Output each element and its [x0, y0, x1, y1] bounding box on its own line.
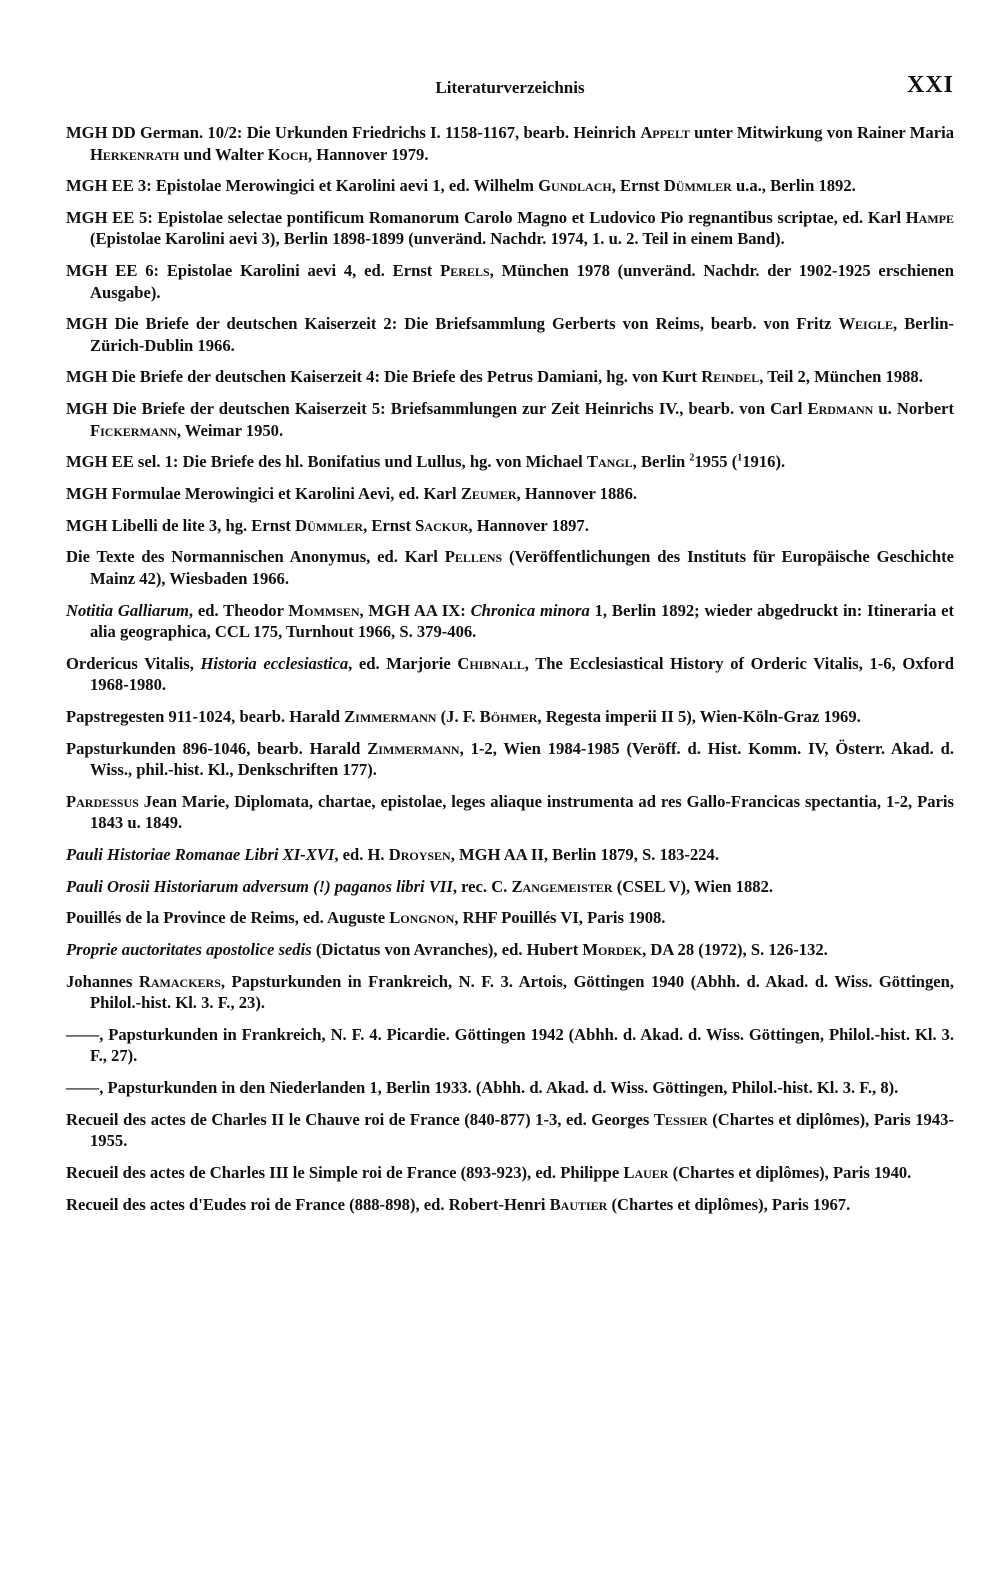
bibliography-entry	[66, 483, 954, 505]
author-name: Droysen	[388, 845, 451, 864]
entry-text: MGH EE sel. 1: Die Briefe des hl. Bonifatius und Lullus, hg. von Michael	[66, 452, 587, 472]
author-name: Fickermann	[90, 420, 177, 440]
bibliography-entry	[66, 546, 954, 589]
author-name: Herkenrath	[90, 144, 180, 164]
entry-text: MGH Libelli de lite 3, hg. Ernst	[66, 515, 296, 535]
bibliography-entry	[66, 791, 954, 834]
author-name: Zimmermann	[344, 706, 437, 726]
entry-text: unter Mitwirkung von Rainer Maria	[689, 123, 955, 142]
entry-text: , ed. H.	[334, 845, 389, 864]
entry-text: , Hannover 1886.	[516, 484, 638, 503]
entry-text: (Dictatus von Avranches), ed. Hubert	[311, 940, 583, 960]
author-name: Koch	[267, 144, 308, 164]
entry-text: , MGH AA II, Berlin 1879, S. 183-224.	[450, 845, 719, 864]
superscript: 2	[689, 452, 695, 464]
entry-text: MGH DD German. 10/2: Die Urkunden Friedrichs I. 1158-1167, bearb. Heinrich	[66, 123, 641, 142]
entry-text: , ed. Marjorie	[348, 653, 458, 673]
entry-text: , ed. Theodor	[188, 600, 289, 620]
entry-text: , Ernst	[363, 515, 416, 535]
entry-text: ——, Papsturkunden in Frankreich, N. F. 4. Picardie. Göttingen 1942 (Abhh. d. Akad. d. Wiss. Göttingen, Philol.-hist. Kl. 3. F., 27).	[66, 1024, 954, 1066]
author-name: Mordek	[582, 940, 643, 960]
entry-text: , Weimar 1950.	[176, 420, 284, 440]
author-name: Perels	[440, 261, 490, 281]
bibliography-entry	[66, 738, 954, 781]
entry-text: 1955 (	[694, 452, 738, 472]
bibliography-entry	[66, 939, 954, 961]
bibliography-entry	[66, 844, 954, 866]
author-name: Erdmann	[807, 399, 874, 419]
entry-text: , Berlin-Zürich-Dublin 1966.	[90, 314, 954, 355]
italic-title: Notitia Galliarum	[66, 600, 189, 620]
entry-text: Papsturkunden 896-1046, bearb. Harald	[66, 738, 368, 758]
entry-text: (Epistolae Karolini aevi 3), Berlin 1898-1899 (unveränd. Nachdr. 1974, 1. u. 2. Teil in einem Band).	[90, 229, 785, 249]
entry-text: MGH Die Briefe der deutschen Kaiserzeit 2: Die Briefsammlung Gerberts von Reims, bearb. von Fritz	[66, 314, 839, 334]
bibliography-entry	[66, 876, 954, 898]
author-name: Zangemeister	[511, 876, 613, 896]
author-name: Pellens	[444, 547, 503, 567]
entry-text: ——, Papsturkunden in den Niederlanden 1, Berlin 1933. (Abhh. d. Akad. d. Wiss. Göttingen, Philol.-hist. Kl. 3. F., 8).	[66, 1078, 899, 1098]
italic-title: Proprie auctoritates apostolice sedis	[66, 940, 312, 960]
italic-title: Pauli Orosii Historiarum adversum (!) paganos libri VII	[66, 876, 453, 896]
entry-text: , DA 28 (1972), S. 126-132.	[642, 940, 828, 960]
entry-text: , 1-2, Wien 1984-1985 (Veröff. d. Hist. Komm. IV, Österr. Akad. d. Wiss., phil.-hist. Kl., Denkschriften 177).	[90, 738, 954, 780]
document-page	[66, 74, 954, 1225]
bibliography-entry	[66, 971, 954, 1014]
italic-title: Chronica minora	[470, 600, 590, 620]
author-name: Gundlach	[538, 176, 612, 196]
bibliography-entry	[66, 653, 954, 696]
entry-text: Recueil des actes d'Eudes roi de France (888-898), ed. Robert-Henri	[66, 1194, 550, 1214]
bibliography-entry	[66, 207, 954, 250]
italic-title: Pauli Historiae Romanae Libri XI-XVI	[66, 845, 335, 864]
author-name: Weigle	[838, 314, 894, 334]
bibliography-entry	[66, 451, 954, 473]
entry-text: Recueil des actes de Charles III le Simple roi de France (893-923), ed. Philippe	[66, 1163, 624, 1182]
bibliography-entry	[66, 260, 954, 303]
bibliography-entry	[66, 1109, 954, 1152]
bibliography-entry	[66, 1077, 954, 1099]
entry-text: u. Norbert	[873, 399, 954, 419]
entry-text: (J. F.	[436, 706, 480, 726]
author-name: Dümmler	[663, 176, 732, 196]
author-name: Ramackers	[138, 971, 221, 991]
bibliography-entry	[66, 1194, 954, 1216]
author-name: Dümmler	[295, 515, 364, 535]
author-name: Bautier	[549, 1194, 608, 1214]
bibliography-entry	[66, 366, 954, 388]
bibliography-entry	[66, 122, 954, 165]
running-title: Literaturverzeichnis	[435, 78, 585, 97]
author-name: Tessier	[653, 1109, 708, 1129]
entry-text: MGH EE 3: Epistolae Merowingici et Karolini aevi 1, ed. Wilhelm	[66, 176, 539, 196]
author-name: Hampe	[905, 207, 954, 227]
entry-text: (Veröffentlichungen des Instituts für Europäische Geschichte Mainz 42), Wiesbaden 1966.	[90, 547, 954, 588]
running-head	[66, 74, 954, 104]
entry-text: , Regesta imperii II 5), Wien-Köln-Graz 1969.	[537, 706, 861, 726]
entry-text: (CSEL V), Wien 1882.	[612, 876, 774, 896]
bibliography-entry	[66, 907, 954, 929]
entry-text: Pouillés de la Province de Reims, ed. Auguste	[66, 908, 390, 928]
entry-text: und Walter	[179, 144, 268, 164]
entry-text: Ordericus Vitalis,	[66, 653, 201, 673]
entry-text: , RHF Pouillés VI, Paris 1908.	[454, 908, 666, 928]
author-name: Tangl	[586, 452, 633, 472]
bibliography-entry	[66, 706, 954, 728]
entry-text: MGH Formulae Merowingici et Karolini Aevi, ed. Karl	[66, 484, 461, 503]
entry-text: , Hannover 1979.	[308, 144, 429, 164]
author-name: Sackur	[415, 515, 469, 535]
bibliography-entry	[66, 600, 954, 643]
bibliography-entry	[66, 1162, 954, 1184]
bibliography-list	[66, 122, 954, 1215]
page-number: XXI	[906, 72, 954, 98]
author-name: Mommsen	[288, 600, 360, 620]
entry-text: u.a., Berlin 1892.	[731, 176, 856, 196]
bibliography-entry	[66, 515, 954, 537]
entry-text: MGH Die Briefe der deutschen Kaiserzeit 5: Briefsammlungen zur Zeit Heinrichs IV., bearb. von Carl	[66, 399, 808, 419]
entry-text: , Papsturkunden in Frankreich, N. F. 3. Artois, Göttingen 1940 (Abhh. d. Akad. d. Wiss. Göttingen, Philol.-hist. Kl. 3. F., 23).	[90, 971, 954, 1013]
entry-text: , Hannover 1897.	[468, 515, 589, 535]
entry-text: Die Texte des Normannischen Anonymus, ed. Karl	[66, 547, 445, 567]
entry-text: 1, Berlin 1892; wieder abgedruckt in: Itineraria et alia geographica, CCL 175, Turnhout 1966, S. 379-406.	[90, 600, 954, 642]
entry-text: , München 1978 (unveränd. Nachdr. der 1902-1925 erschienen Ausgabe).	[90, 261, 955, 302]
entry-text: (Chartes et diplômes), Paris 1943-1955.	[90, 1109, 954, 1151]
entry-text: Johannes	[66, 971, 139, 991]
entry-text: MGH EE 5: Epistolae selectae pontificum Romanorum Carolo Magno et Ludovico Pio regnantibus scriptae, ed. Karl	[66, 207, 906, 227]
entry-text: , MGH AA IX:	[359, 600, 471, 620]
author-name: Zeumer	[460, 484, 517, 503]
author-name: Pardessus	[66, 791, 139, 811]
author-name: Böhmer	[479, 706, 538, 726]
entry-text: MGH Die Briefe der deutschen Kaiserzeit 4: Die Briefe des Petrus Damiani, hg. von Kurt	[66, 367, 702, 387]
author-name: Reindel	[701, 367, 760, 387]
entry-text: MGH EE 6: Epistolae Karolini aevi 4, ed. Ernst	[66, 261, 441, 281]
entry-text: Jean Marie, Diplomata, chartae, epistolae, leges aliaque instrumenta ad res Gallo-Francicas spectantia, 1-2, Paris 1843 u. 1849.	[90, 791, 954, 833]
superscript: 1	[737, 452, 743, 464]
author-name: Appelt	[640, 123, 690, 142]
entry-text: , Berlin	[632, 452, 690, 472]
entry-text: , Teil 2, München 1988.	[759, 367, 923, 387]
entry-text: , Ernst	[611, 176, 664, 196]
author-name: Chibnall	[457, 653, 525, 673]
author-name: Longnon	[389, 908, 455, 928]
entry-text: , rec. C.	[452, 876, 512, 896]
italic-title: Historia ecclesiastica	[200, 653, 349, 673]
author-name: Zimmermann	[367, 738, 460, 758]
bibliography-entry	[66, 175, 954, 197]
bibliography-entry	[66, 398, 954, 441]
entry-text: Recueil des actes de Charles II le Chauve roi de France (840-877) 1-3, ed. Georges	[66, 1109, 654, 1129]
entry-text: (Chartes et diplômes), Paris 1940.	[668, 1163, 912, 1182]
entry-text: Papstregesten 911-1024, bearb. Harald	[66, 706, 345, 726]
bibliography-entry	[66, 313, 954, 356]
bibliography-entry	[66, 1024, 954, 1067]
entry-text: , The Ecclesiastical History of Orderic Vitalis, 1-6, Oxford 1968-1980.	[90, 653, 954, 695]
entry-text: 1916).	[742, 452, 786, 472]
author-name: Lauer	[623, 1163, 669, 1182]
entry-text: (Chartes et diplômes), Paris 1967.	[607, 1194, 851, 1214]
